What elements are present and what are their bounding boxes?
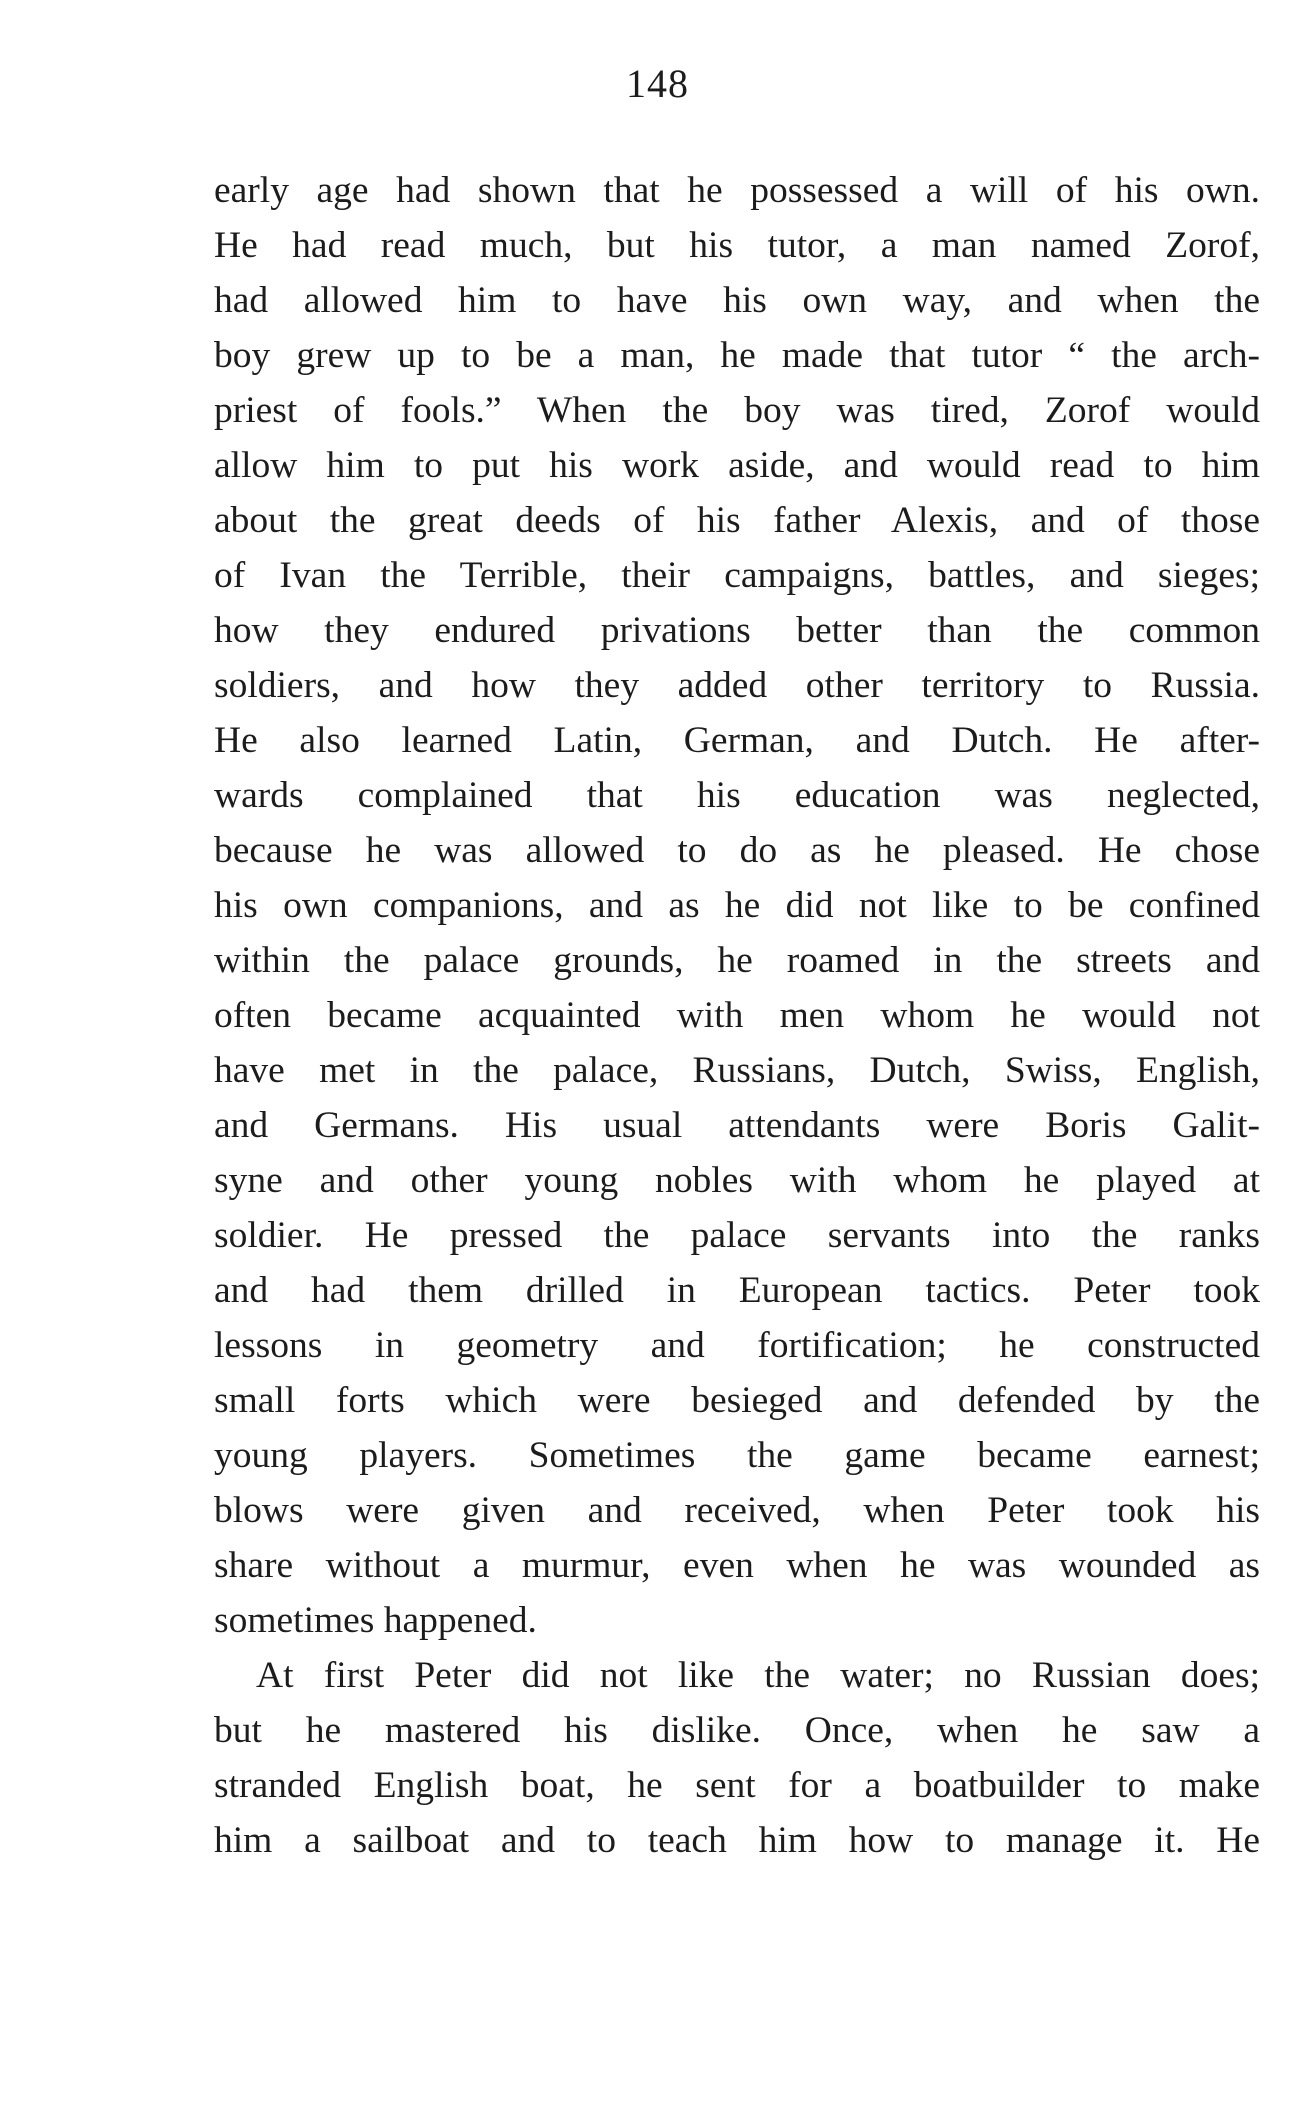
text-line: early age had shown that he possessed a will of his own. [214,170,1260,211]
text-line: allow him to put his work aside, and would read to him [214,445,1260,486]
text-line: small forts which were besieged and defended by the [214,1380,1260,1421]
text-line: At first Peter did not like the water; no Russian does; [256,1655,1260,1696]
text-line: share without a murmur, even when he was wounded as [214,1545,1260,1586]
text-line: sometimes happened. [214,1600,537,1641]
text-line: him a sailboat and to teach him how to manage it. He [214,1820,1260,1861]
text-line: He also learned Latin, German, and Dutch. He after- [214,720,1260,761]
text-line: and had them drilled in European tactics. Peter took [214,1270,1260,1311]
text-line: young players. Sometimes the game became earnest; [214,1435,1260,1476]
text-line: had allowed him to have his own way, and when the [214,280,1260,321]
text-line: but he mastered his dislike. Once, when he saw a [214,1710,1260,1751]
text-line: within the palace grounds, he roamed in the streets and [214,940,1260,981]
text-line: syne and other young nobles with whom he played at [214,1160,1260,1201]
page-number: 148 [626,61,689,106]
text-line: have met in the palace, Russians, Dutch, Swiss, English, [214,1050,1260,1091]
text-line: soldier. He pressed the palace servants into the ranks [214,1215,1260,1256]
paragraph-1 [214,163,1260,1648]
text-line: about the great deeds of his father Alexis, and of those [214,500,1260,541]
text-line: priest of fools.” When the boy was tired, Zorof would [214,390,1260,431]
text-line: stranded English boat, he sent for a boatbuilder to make [214,1765,1260,1806]
text-line: because he was allowed to do as he pleased. He chose [214,830,1260,871]
text-line: his own companions, and as he did not like to be confined [214,885,1260,926]
text-line: blows were given and received, when Peter took his [214,1490,1260,1531]
paragraph-2 [214,1648,1260,1868]
text-line: lessons in geometry and fortification; he constructed [214,1325,1260,1366]
text-line: soldiers, and how they added other territory to Russia. [214,665,1260,706]
text-line: of Ivan the Terrible, their campaigns, battles, and sieges; [214,555,1260,596]
text-line: He had read much, but his tutor, a man named Zorof, [214,225,1260,266]
text-line: wards complained that his education was neglected, [214,775,1260,816]
body-text [214,163,1260,1868]
text-line: often became acquainted with men whom he would not [214,995,1260,1036]
text-line: boy grew up to be a man, he made that tutor “ the arch- [214,335,1260,376]
text-line: and Germans. His usual attendants were Boris Galit- [214,1105,1260,1146]
text-line: how they endured privations better than the common [214,610,1260,651]
